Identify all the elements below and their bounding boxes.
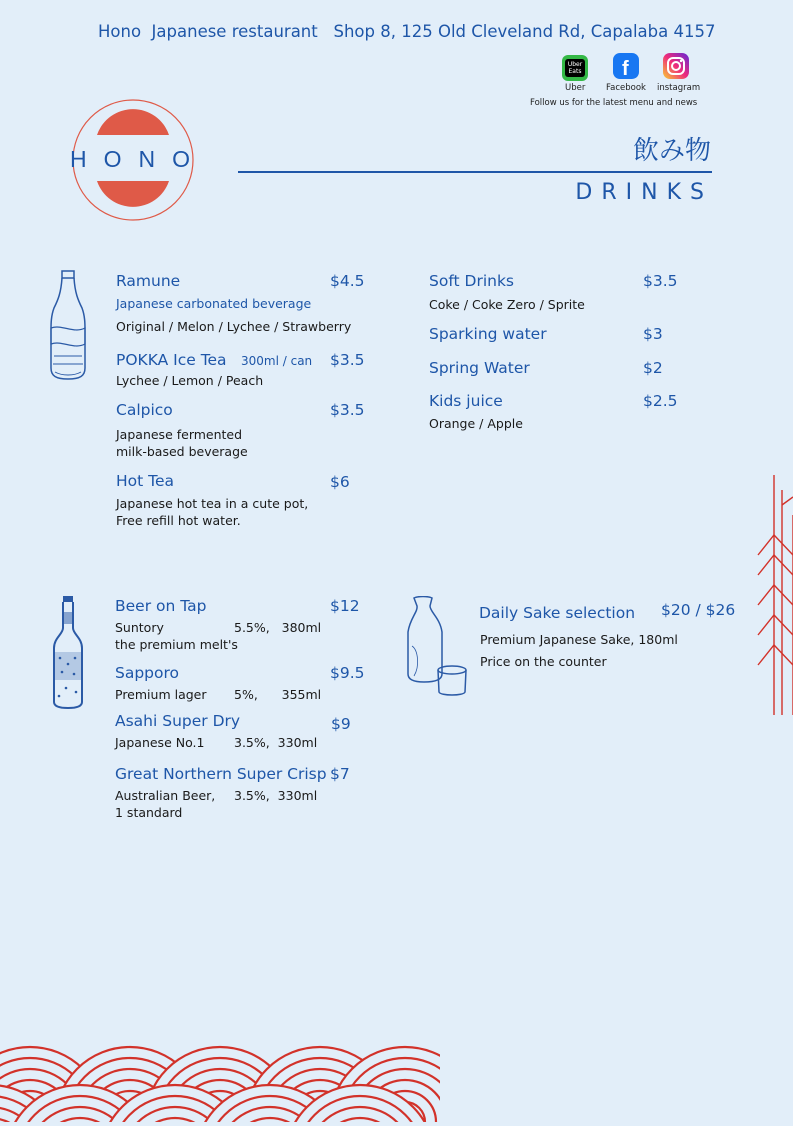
facebook-label: Facebook (606, 83, 646, 93)
item-price-spring-water: $2 (643, 359, 663, 377)
instagram-label: instagram (657, 83, 701, 93)
item-desc-sake-1: Premium Japanese Sake, 180ml (480, 632, 678, 647)
item-price-asahi: $9 (331, 715, 351, 733)
item-detail-sapporo-abv: 5%, 355ml (234, 687, 322, 702)
item-price-sake: $20 / $26 (661, 601, 736, 619)
item-price-kids-juice: $2.5 (643, 392, 678, 410)
restaurant-header (98, 22, 715, 41)
item-desc-calpico-2: milk-based beverage (116, 444, 248, 459)
sake-bottle-icon (404, 596, 468, 704)
item-price-calpico: $3.5 (330, 401, 365, 419)
item-name-calpico: Calpico (116, 401, 173, 419)
item-detail-great-northern-line2: 1 standard (115, 805, 183, 820)
item-detail-beer-on-tap-brand: Suntory (115, 620, 164, 635)
restaurant-address: Shop 8, 125 Old Cleveland Rd, Capalaba 4157 (333, 22, 716, 41)
instagram-icon[interactable] (663, 53, 689, 79)
item-name-sake: Daily Sake selection (479, 604, 636, 622)
item-price-pokka: $3.5 (330, 351, 365, 369)
item-name-soft-drinks: Soft Drinks (429, 272, 515, 290)
svg-text:f: f (622, 58, 629, 79)
soda-bottle-icon (48, 268, 88, 387)
item-price-sparking-water: $3 (643, 325, 663, 343)
item-detail-great-northern-type: Australian Beer, (115, 788, 216, 803)
wave-pattern-decoration (0, 1010, 440, 1126)
item-name-sparking-water: Sparking water (429, 325, 547, 343)
uber-eats-icon[interactable]: Uber Eats (562, 55, 588, 81)
item-detail-great-northern-abv: 3.5%, 330ml (234, 788, 318, 803)
item-price-hot-tea: $6 (330, 473, 350, 491)
item-desc-ramune: Original / Melon / Lychee / Strawberry (116, 319, 352, 334)
follow-text: Follow us for the latest menu and news (530, 98, 698, 108)
item-name-ramune: Ramune (116, 272, 181, 290)
item-desc-soft-drinks: Coke / Coke Zero / Sprite (429, 297, 585, 312)
item-desc-hot-tea-1: Japanese hot tea in a cute pot, (116, 496, 309, 511)
item-subtitle-ramune: Japanese carbonated beverage (116, 296, 312, 311)
title-divider (238, 171, 712, 173)
item-detail-asahi-type: Japanese No.1 (115, 735, 205, 750)
item-price-great-northern: $7 (330, 765, 350, 783)
item-price-soft-drinks: $3.5 (643, 272, 678, 290)
item-price-beer-on-tap: $12 (330, 597, 360, 615)
title-english: DRINKS (575, 180, 713, 205)
logo-text: HONO (70, 146, 207, 172)
arrow-pattern-decoration (748, 475, 793, 719)
facebook-icon[interactable] (613, 53, 639, 79)
item-price-ramune: $4.5 (330, 272, 365, 290)
item-name-pokka: POKKA Ice Tea (116, 351, 227, 369)
beer-bottle-icon (50, 594, 86, 714)
item-desc-sake-2: Price on the counter (480, 654, 607, 669)
item-name-asahi: Asahi Super Dry (115, 712, 241, 730)
item-detail-sapporo-type: Premium lager (115, 687, 207, 702)
item-desc-calpico-1: Japanese fermented (116, 427, 243, 442)
item-desc-pokka: Lychee / Lemon / Peach (116, 373, 264, 388)
title-japanese: 飲み物 (632, 136, 711, 166)
item-name-great-northern: Great Northern Super Crisp (115, 765, 327, 783)
item-name-spring-water: Spring Water (429, 359, 530, 377)
restaurant-name: Hono Japanese restaurant (98, 22, 318, 41)
item-note-pokka: 300ml / can (241, 354, 313, 368)
item-name-beer-on-tap: Beer on Tap (115, 597, 207, 615)
item-detail-beer-on-tap-abv: 5.5%, 380ml (234, 620, 322, 635)
item-name-kids-juice: Kids juice (429, 392, 503, 410)
item-detail-beer-on-tap-line2: the premium melt's (115, 637, 238, 652)
item-name-sapporo: Sapporo (115, 664, 180, 682)
item-price-sapporo: $9.5 (330, 664, 365, 682)
item-desc-kids-juice: Orange / Apple (429, 416, 523, 431)
item-detail-asahi-abv: 3.5%, 330ml (234, 735, 318, 750)
uber-label: Uber (565, 83, 586, 93)
item-desc-hot-tea-2: Free refill hot water. (116, 513, 241, 528)
item-name-hot-tea: Hot Tea (116, 472, 175, 490)
